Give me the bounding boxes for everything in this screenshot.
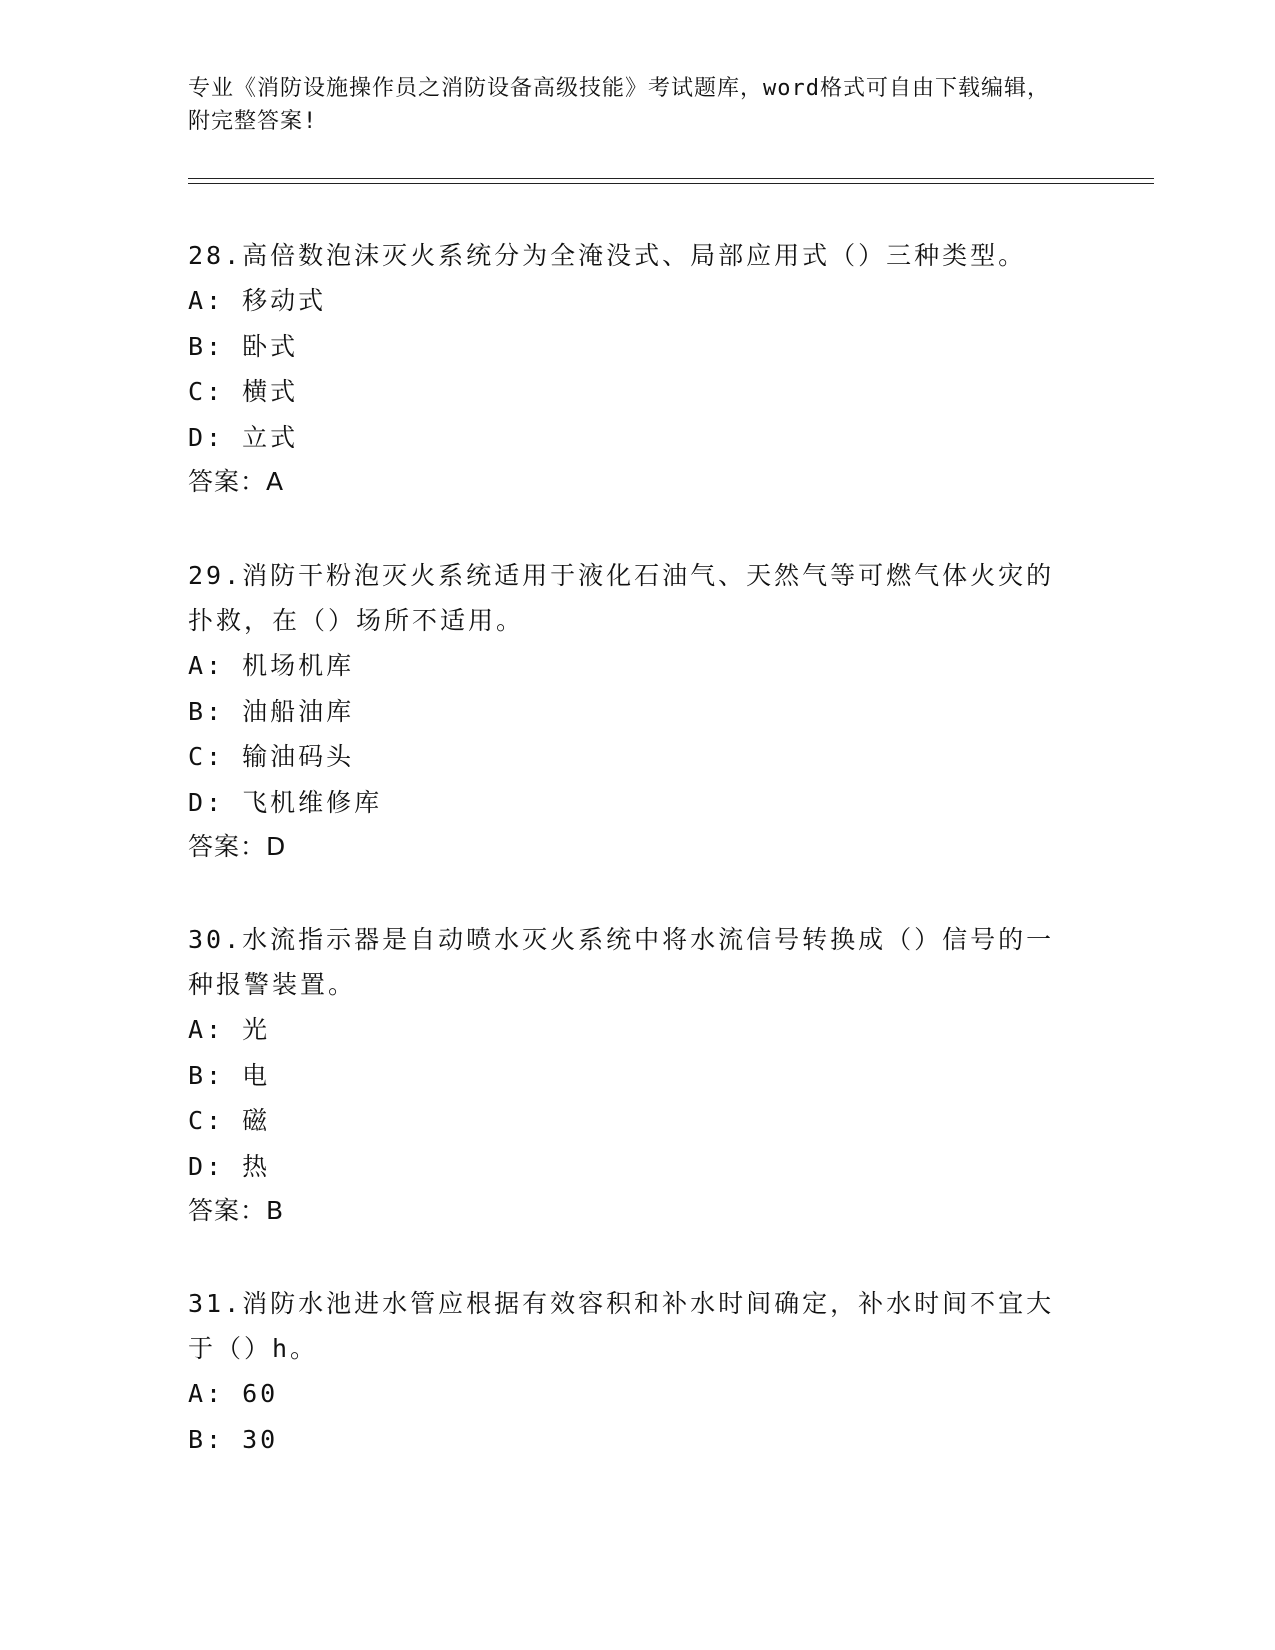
option-a [188,1371,1068,1417]
option-key: D: [188,1151,225,1181]
option-a [188,643,1068,689]
option-c [188,1098,1068,1144]
option-key: B: [188,696,225,726]
question-28 [188,233,1068,504]
option-text: 立式 [242,422,299,452]
question-31 [188,1281,1068,1462]
option-d [188,415,1068,461]
question-text: 30.水流指示器是自动喷水灭火系统中将水流信号转换成（）信号的一种报警装置。 [188,925,1055,999]
option-key: B: [188,331,225,361]
option-b [188,1053,1068,1099]
option-text: 油船油库 [242,696,355,726]
header-divider-bottom [188,183,1154,184]
option-text: 移动式 [242,286,327,315]
answer-line: 答案：B [188,1196,285,1225]
option-a [188,1007,1068,1053]
option-key: D: [188,422,225,452]
option-key: D: [188,787,225,817]
question-29 [188,553,1068,869]
option-b [188,689,1068,735]
option-text: 横式 [242,377,299,406]
option-d [188,1144,1068,1190]
option-c [188,734,1068,780]
option-text: 热 [242,1151,271,1181]
option-text: 光 [242,1015,271,1044]
option-text: 卧式 [242,331,299,361]
option-key: A: [188,286,225,315]
option-key: B: [188,1424,225,1454]
option-b [188,1417,1068,1463]
option-c [188,369,1068,415]
option-text: 输油码头 [242,742,355,771]
option-text: 机场机库 [242,651,355,680]
option-key: A: [188,651,225,680]
document-header: 专业《消防设施操作员之消防设备高级技能》考试题库，word格式可自由下载编辑，附完整答案! [188,76,1050,134]
option-key: A: [188,1015,225,1044]
header-divider-top [188,178,1154,179]
option-key: C: [188,377,225,406]
question-text: 28.高倍数泡沫灭火系统分为全淹没式、局部应用式（）三种类型。 [188,241,1027,270]
option-a [188,278,1068,324]
option-text: 电 [242,1060,271,1090]
option-text: 磁 [242,1106,271,1135]
option-key: B: [188,1060,225,1090]
answer-line: 答案：A [188,467,285,496]
option-key: C: [188,742,225,771]
option-b [188,324,1068,370]
option-d [188,780,1068,826]
answer-line: 答案：D [188,832,287,861]
question-30 [188,917,1068,1233]
option-text: 飞机维修库 [242,787,383,817]
option-key: C: [188,1106,225,1135]
option-text: 30 [242,1424,279,1454]
option-key: A: [188,1379,225,1408]
question-text: 29.消防干粉泡灭火系统适用于液化石油气、天然气等可燃气体火灾的扑救，在（）场所不适用。 [188,561,1055,635]
question-text: 31.消防水池进水管应根据有效容积和补水时间确定，补水时间不宜大于（）h。 [188,1289,1055,1363]
option-text: 60 [242,1379,279,1408]
